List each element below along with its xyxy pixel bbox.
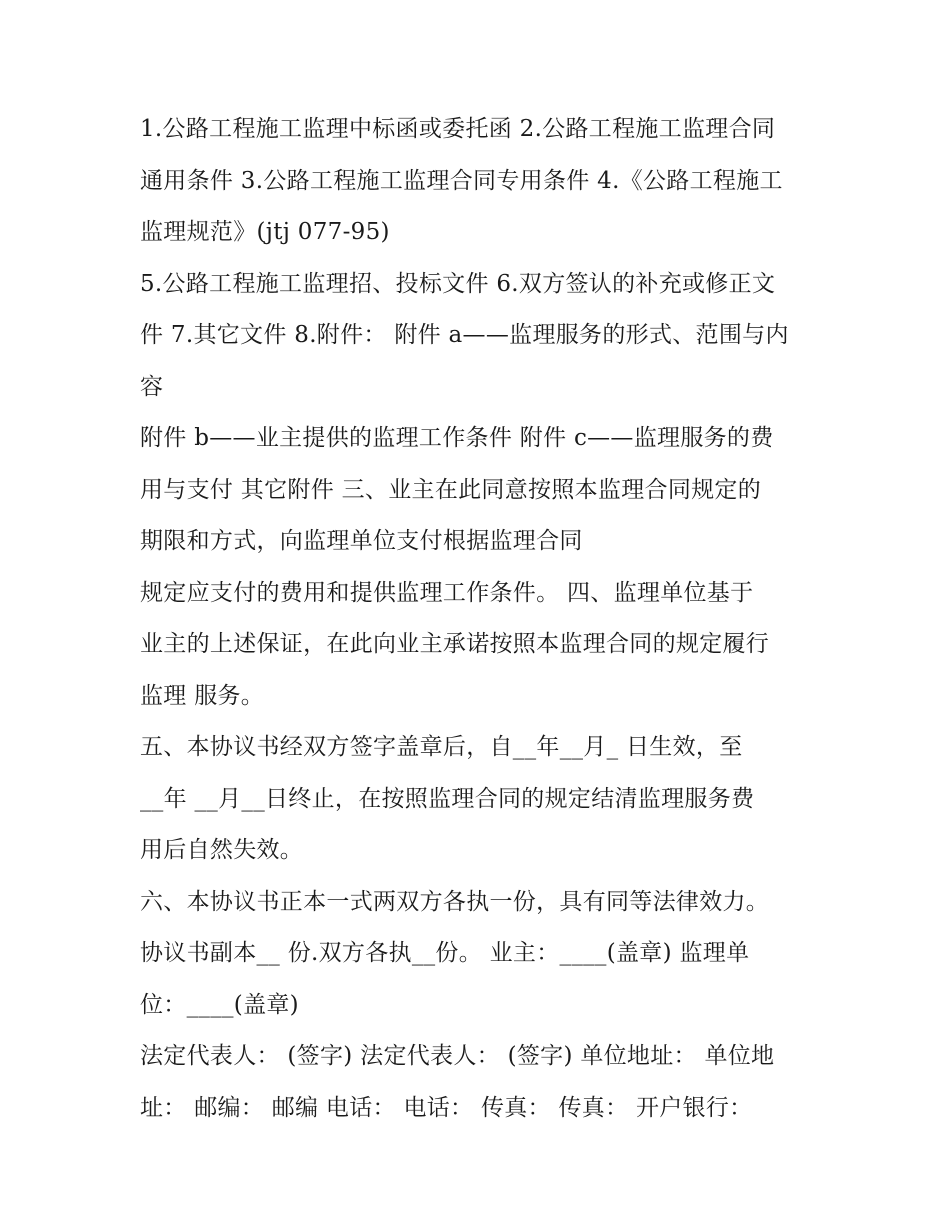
text-line: 业主的上述保证，在此向业主承诺按照本监理合同的规定履行 — [140, 631, 770, 657]
text-line: 监理 服务。 — [140, 682, 265, 709]
text-line: 协议书副本__ 份.双方各执__份。 业主：____(盖章) 监理单 — [140, 940, 750, 966]
document-body — [140, 104, 820, 1134]
text-line: 容 — [140, 373, 164, 400]
text-line: 用与支付 其它附件 三、业主在此同意按照本监理合同规定的 — [140, 476, 762, 503]
text-line: 5.公路工程施工监理招、投标文件 6.双方签认的补充或修正文 — [140, 270, 776, 297]
text-line: 附件 b——业主提供的监理工作条件 附件 c——监理服务的费 — [140, 425, 774, 451]
text-line: 六、本协议书正本一式两双方各执一份，具有同等法律效力。 — [140, 888, 770, 915]
text-line: 规定应支付的费用和提供监理工作条件。 四、监理单位基于 — [140, 579, 754, 606]
text-line: 五、本协议书经双方签字盖章后，自__年__月_ 日生效，至 — [140, 734, 743, 760]
text-line: 件 7.其它文件 8.附件： 附件 a——监理服务的形式、范围与内 — [140, 322, 789, 348]
text-line: 通用条件 3.公路工程施工监理合同专用条件 4.《公路工程施工 — [140, 167, 783, 194]
text-line: 位：____(盖章) — [140, 991, 299, 1018]
text-line: 用后自然失效。 — [140, 837, 304, 863]
text-line: 监理规范》(jtj 077-95) — [140, 219, 390, 245]
text-line: 期限和方式，向监理单位支付根据监理合同 — [140, 528, 583, 554]
text-line: 址： 邮编： 邮编 电话： 电话： 传真： 传真： 开户银行： — [140, 1094, 753, 1121]
text-line: 法定代表人： (签字) 法定代表人： (签字) 单位地址： 单位地 — [140, 1043, 775, 1069]
text-line: 1.公路工程施工监理中标函或委托函 2.公路工程施工监理合同 — [140, 116, 776, 142]
text-line: __年 __月__日终止，在按照监理合同的规定结清监理服务费 — [140, 785, 755, 812]
